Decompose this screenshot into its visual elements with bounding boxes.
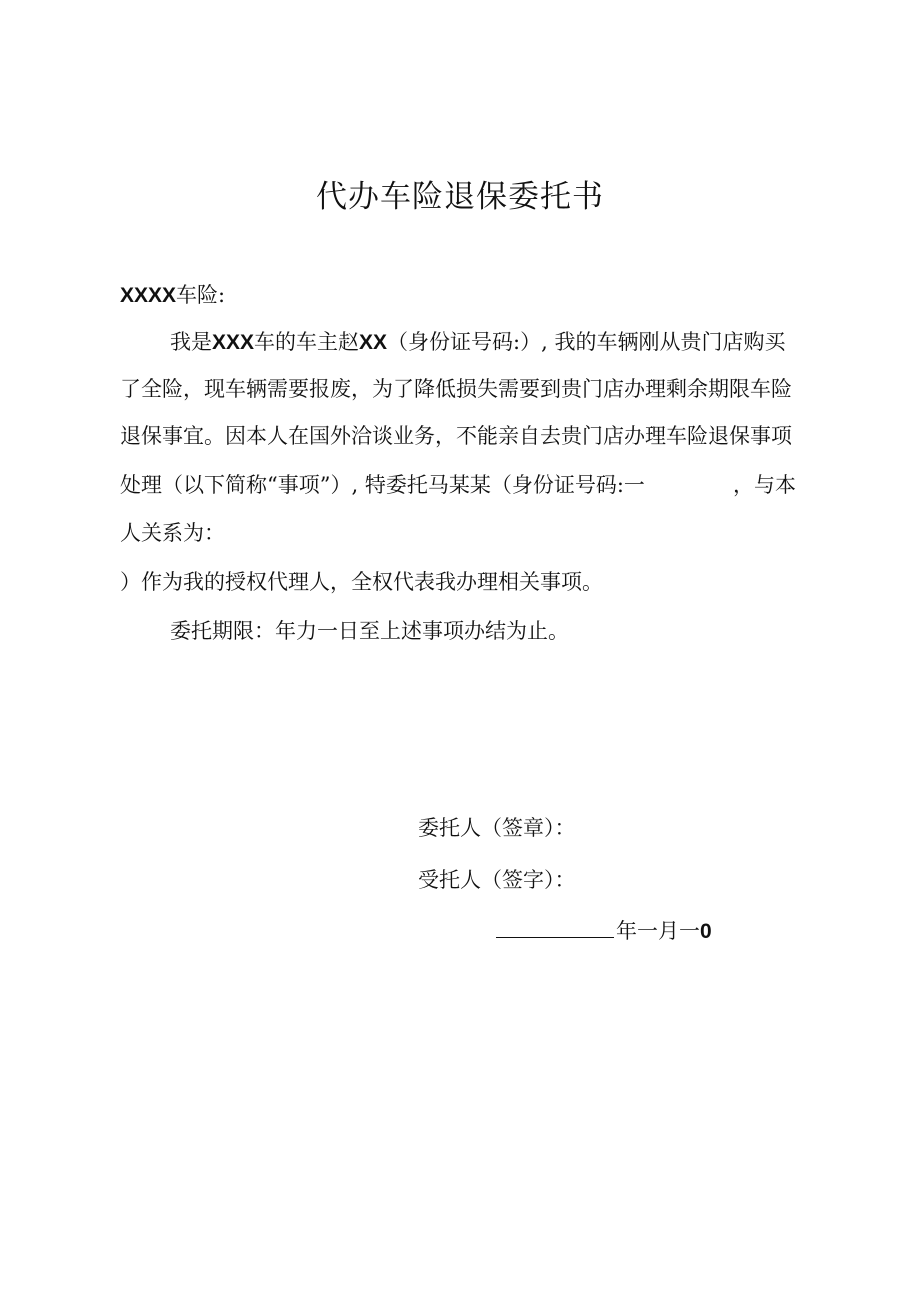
text-segment: 车的车主赵 bbox=[254, 330, 360, 354]
text-segment: 我是 bbox=[170, 330, 212, 354]
salutation bbox=[120, 280, 225, 311]
car-placeholder: XXX bbox=[212, 331, 255, 354]
date-blank bbox=[496, 917, 614, 938]
page-title: 代办车险退保委托书 bbox=[316, 179, 604, 215]
text-segment: （身份证号码:）, 我的车辆刚从贵门店购买 bbox=[387, 330, 786, 354]
paragraph-line-3: 退保事宜。因本人在国外洽谈业务，不能亲自去贵门店办理车险退保事项 bbox=[120, 424, 792, 448]
principal-signature-label: 委托人（签章）： bbox=[418, 816, 576, 840]
paragraph-line-1 bbox=[170, 327, 785, 358]
paragraph-line-4a: 处理（以下简称“事项”）, 特委托马某某（身份证号码:一 bbox=[120, 473, 645, 497]
paragraph-line-5: 人关系为： bbox=[120, 521, 225, 545]
paragraph-line-6: ）作为我的授权代理人，全权代表我办理相关事项。 bbox=[120, 570, 603, 594]
owner-placeholder: XX bbox=[359, 331, 388, 354]
paragraph-line-4b: ，与本 bbox=[733, 473, 796, 497]
insurer-name: XXXX bbox=[120, 284, 177, 307]
agent-signature-label: 受托人（签字）： bbox=[418, 868, 576, 892]
date-line bbox=[496, 916, 712, 947]
term-paragraph: 委托期限：年力一日至上述事项办结为止。 bbox=[170, 619, 569, 643]
paragraph-line-2: 了全险，现车辆需要报废，为了降低损失需要到贵门店办理剩余期限车险 bbox=[120, 377, 792, 401]
date-text: 年一月一 bbox=[616, 919, 700, 943]
date-zero: 0 bbox=[700, 920, 712, 943]
salutation-suffix: 车险: bbox=[176, 283, 226, 307]
